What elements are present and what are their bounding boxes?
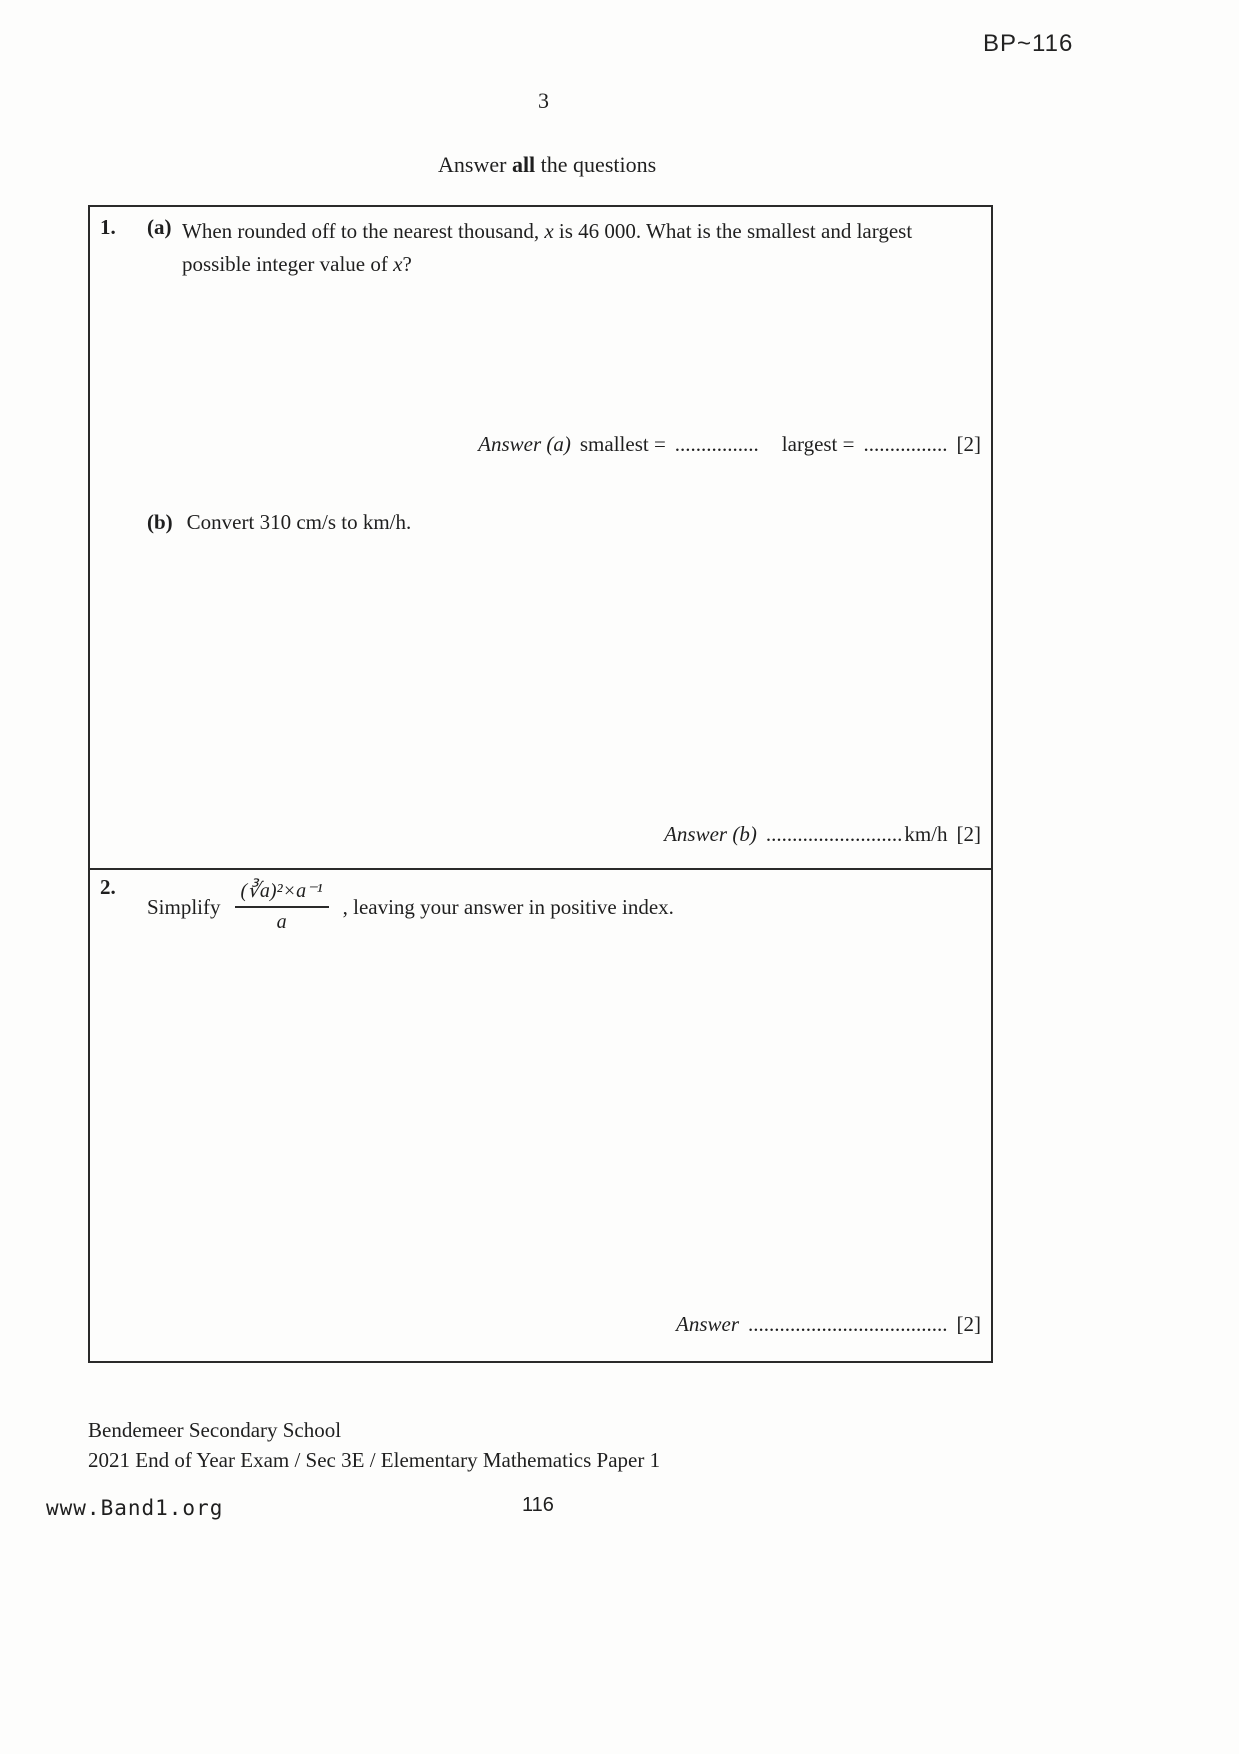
question-1a-marks: [2] xyxy=(956,432,981,456)
question-1a-text-end: ? xyxy=(402,251,412,276)
question-2-marks: [2] xyxy=(956,1312,981,1336)
instruction-text-bold: all xyxy=(511,152,536,177)
question-1-number: 1. xyxy=(100,215,116,239)
instruction-text-post: the questions xyxy=(535,152,657,177)
fraction-denominator: a xyxy=(276,911,287,933)
question-2-answer-line xyxy=(676,1312,981,1337)
instructions-heading xyxy=(438,152,656,178)
paper-code: BP~116 xyxy=(983,30,1074,57)
questions-box xyxy=(88,205,993,1363)
question-1b xyxy=(147,510,411,535)
footer-exam-title: 2021 End of Year Exam / Sec 3E / Elementary Mathematics Paper 1 xyxy=(88,1448,661,1472)
question-1b-answer-line xyxy=(664,822,981,847)
question-1a-variable: x xyxy=(544,219,554,243)
question-1b-answer-label: Answer (b) xyxy=(664,822,757,846)
question-1b-label: (b) xyxy=(147,510,173,534)
question-1a-largest-blank: ................ xyxy=(863,432,948,456)
question-1a-answer-label: Answer (a) xyxy=(478,432,571,456)
question-2-suffix: , leaving your answer in positive index. xyxy=(342,894,674,919)
footer-school-name: Bendemeer Secondary School xyxy=(88,1418,342,1442)
question-2-text xyxy=(147,879,674,935)
instruction-text-pre: Answer xyxy=(438,152,512,177)
footer-page-number: 116 xyxy=(522,1494,554,1516)
page-number-top: 3 xyxy=(538,88,549,113)
question-1a-text-mid: is 46 000. What is the smallest and largest possible integer value of xyxy=(182,219,913,276)
question-1a-text-pre: When rounded off to the nearest thousand, xyxy=(182,219,545,243)
question-divider xyxy=(90,868,991,870)
question-2-answer-blank: ...................................... xyxy=(748,1312,948,1336)
footer-website: www.Band1.org xyxy=(46,1496,224,1520)
question-1a-smallest-blank: ................ xyxy=(674,432,759,456)
question-1a-label: (a) xyxy=(147,215,172,239)
question-2-fraction xyxy=(235,879,329,935)
question-1a-smallest-label: smallest = xyxy=(579,432,666,456)
question-2-prefix: Simplify xyxy=(147,894,221,919)
question-1a-variable-2: x xyxy=(393,251,403,276)
question-2-number: 2. xyxy=(100,875,116,899)
question-1b-answer-blank: .......................... xyxy=(765,822,903,846)
question-1b-marks: [2] xyxy=(956,822,981,846)
question-1a-largest-label: largest = xyxy=(781,432,855,456)
question-1a-answer-line xyxy=(478,432,981,457)
question-1b-answer-unit: km/h xyxy=(904,822,948,846)
question-2-answer-label: Answer xyxy=(676,1312,739,1336)
question-1a-text xyxy=(182,215,952,280)
fraction-numerator: (∛a)²×a⁻¹ xyxy=(235,879,329,908)
question-1b-text: Convert 310 cm/s to km/h. xyxy=(186,510,412,534)
